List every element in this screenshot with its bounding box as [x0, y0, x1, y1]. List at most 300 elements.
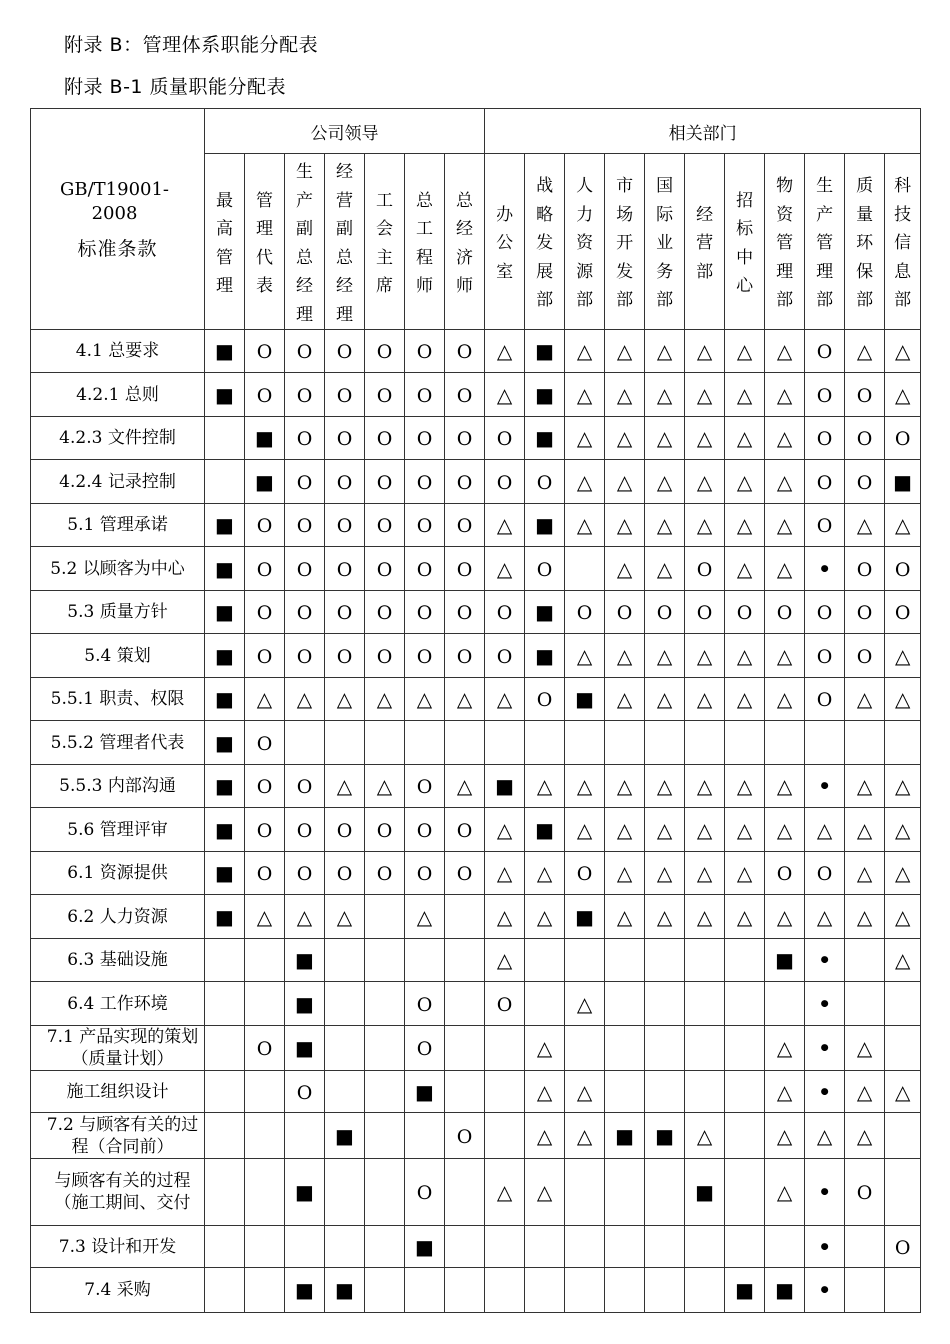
auxiliary-responsibility-mark: △	[776, 643, 793, 668]
allocation-cell	[885, 1159, 921, 1226]
auxiliary-responsibility-mark: △	[536, 1180, 553, 1204]
allocation-cell	[525, 852, 565, 895]
allocation-cell	[405, 1159, 445, 1226]
allocation-cell	[365, 1026, 405, 1071]
allocation-cell	[365, 591, 405, 634]
clause-label: 4.2.3 文件控制	[31, 417, 205, 460]
related-responsibility-mark: O	[336, 645, 353, 668]
primary-responsibility-mark: ■	[215, 687, 234, 711]
auxiliary-responsibility-mark: △	[736, 513, 753, 537]
allocation-cell	[405, 765, 445, 808]
allocation-cell	[205, 460, 245, 504]
allocation-cell	[205, 939, 245, 982]
related-responsibility-mark: O	[656, 602, 673, 624]
auxiliary-responsibility-mark: △	[576, 382, 593, 407]
allocation-cell	[725, 417, 765, 460]
allocation-cell	[885, 939, 921, 982]
related-responsibility-mark: O	[296, 602, 313, 624]
primary-responsibility-mark: ■	[615, 1123, 635, 1148]
primary-responsibility-mark: ■	[215, 904, 234, 929]
related-responsibility-mark: O	[376, 428, 393, 450]
allocation-cell	[285, 460, 325, 504]
related-responsibility-mark: O	[856, 602, 873, 624]
related-responsibility-mark: O	[894, 1236, 911, 1259]
allocation-cell	[885, 765, 921, 808]
allocation-cell	[325, 852, 365, 895]
allocation-cell	[245, 460, 285, 504]
allocation-cell	[565, 460, 605, 504]
allocation-cell	[685, 1226, 725, 1268]
allocation-cell	[365, 330, 405, 373]
allocation-cell	[765, 591, 805, 634]
allocation-cell	[365, 982, 405, 1026]
allocation-cell	[325, 721, 365, 765]
auxiliary-responsibility-mark: △	[656, 339, 673, 363]
allocation-cell	[805, 982, 845, 1026]
allocation-cell	[605, 460, 645, 504]
primary-responsibility-mark: ■	[215, 382, 234, 407]
allocation-cell	[285, 634, 325, 678]
allocation-cell	[765, 852, 805, 895]
auxiliary-responsibility-mark: △	[816, 1123, 833, 1148]
allocation-cell	[565, 547, 605, 591]
allocation-cell	[605, 504, 645, 547]
primary-responsibility-mark: ■	[535, 426, 555, 450]
auxiliary-responsibility-mark: △	[736, 556, 753, 581]
auxiliary-responsibility-mark: △	[856, 904, 873, 929]
allocation-cell	[685, 1268, 725, 1313]
related-responsibility-mark: O	[416, 471, 433, 494]
primary-responsibility-mark: ■	[655, 1123, 675, 1148]
allocation-cell	[485, 504, 525, 547]
primary-responsibility-mark: ■	[215, 861, 234, 885]
allocation-cell	[605, 1159, 645, 1226]
related-responsibility-mark: O	[856, 384, 873, 407]
related-responsibility-mark: O	[256, 1038, 273, 1060]
minor-responsibility-mark: •	[818, 774, 831, 798]
related-responsibility-mark: O	[456, 558, 473, 581]
auxiliary-responsibility-mark: △	[656, 513, 673, 537]
allocation-cell	[685, 678, 725, 721]
primary-responsibility-mark: ■	[535, 382, 555, 407]
allocation-cell	[845, 765, 885, 808]
clause-label: 5.3 质量方针	[31, 591, 205, 634]
related-responsibility-mark: O	[696, 558, 713, 581]
auxiliary-responsibility-mark: △	[656, 861, 673, 885]
column-header	[645, 154, 685, 330]
allocation-cell	[365, 634, 405, 678]
allocation-cell	[325, 1071, 365, 1113]
allocation-cell	[485, 808, 525, 852]
allocation-cell	[285, 895, 325, 939]
allocation-cell	[525, 939, 565, 982]
allocation-cell	[245, 721, 285, 765]
auxiliary-responsibility-mark: △	[776, 1036, 793, 1060]
column-header-label: 战略发展部	[536, 176, 554, 311]
allocation-cell	[605, 765, 645, 808]
table-row	[31, 895, 921, 939]
auxiliary-responsibility-mark: △	[736, 426, 753, 450]
auxiliary-responsibility-mark: △	[616, 904, 633, 929]
allocation-cell	[445, 1071, 485, 1113]
allocation-cell	[245, 1226, 285, 1268]
allocation-cell	[765, 721, 805, 765]
allocation-cell	[725, 591, 765, 634]
allocation-cell	[205, 721, 245, 765]
allocation-cell	[445, 417, 485, 460]
auxiliary-responsibility-mark: △	[616, 687, 633, 711]
related-responsibility-mark: O	[456, 384, 473, 407]
auxiliary-responsibility-mark: △	[496, 556, 513, 581]
related-responsibility-mark: O	[336, 428, 353, 450]
allocation-cell	[285, 330, 325, 373]
auxiliary-responsibility-mark: △	[736, 817, 753, 842]
auxiliary-responsibility-mark: △	[696, 469, 713, 494]
related-responsibility-mark: O	[416, 384, 433, 407]
auxiliary-responsibility-mark: △	[776, 556, 793, 581]
auxiliary-responsibility-mark: △	[736, 687, 753, 711]
auxiliary-responsibility-mark: △	[336, 687, 353, 711]
allocation-cell	[725, 1226, 765, 1268]
related-responsibility-mark: O	[336, 819, 353, 842]
allocation-cell	[685, 330, 725, 373]
allocation-cell	[485, 852, 525, 895]
allocation-cell	[885, 1071, 921, 1113]
allocation-cell	[885, 547, 921, 591]
allocation-cell	[685, 547, 725, 591]
allocation-cell	[285, 591, 325, 634]
allocation-cell	[845, 852, 885, 895]
allocation-cell	[205, 895, 245, 939]
related-responsibility-mark: O	[416, 602, 433, 624]
allocation-cell	[605, 417, 645, 460]
auxiliary-responsibility-mark: △	[616, 382, 633, 407]
allocation-cell	[565, 1071, 605, 1113]
clause-label: 与顾客有关的过程（施工期间、交付	[31, 1159, 205, 1226]
allocation-cell	[365, 1268, 405, 1313]
allocation-cell	[205, 504, 245, 547]
related-responsibility-mark: O	[296, 776, 313, 798]
allocation-cell	[885, 1268, 921, 1313]
auxiliary-responsibility-mark: △	[894, 861, 911, 885]
primary-responsibility-mark: ■	[215, 730, 234, 755]
auxiliary-responsibility-mark: △	[856, 1036, 873, 1060]
allocation-cell	[485, 982, 525, 1026]
related-responsibility-mark: O	[416, 1182, 433, 1204]
allocation-cell	[565, 852, 605, 895]
auxiliary-responsibility-mark: △	[816, 904, 833, 929]
allocation-cell	[525, 634, 565, 678]
clause-label: 施工组织设计	[31, 1071, 205, 1113]
allocation-cell	[445, 852, 485, 895]
clause-label: 5.5.2 管理者代表	[31, 721, 205, 765]
allocation-cell	[685, 634, 725, 678]
related-responsibility-mark: O	[456, 819, 473, 842]
column-header	[765, 154, 805, 330]
allocation-cell	[725, 1071, 765, 1113]
related-responsibility-mark: O	[816, 341, 833, 363]
allocation-cell	[845, 1026, 885, 1071]
allocation-cell	[685, 895, 725, 939]
allocation-cell	[565, 634, 605, 678]
allocation-cell	[845, 808, 885, 852]
allocation-cell	[205, 591, 245, 634]
related-responsibility-mark: O	[376, 515, 393, 537]
related-responsibility-mark: O	[256, 732, 273, 755]
related-responsibility-mark: O	[576, 863, 593, 885]
related-responsibility-mark: O	[816, 863, 833, 885]
allocation-cell	[485, 634, 525, 678]
table-row	[31, 1113, 921, 1159]
related-responsibility-mark: O	[296, 515, 313, 537]
table-row	[31, 634, 921, 678]
primary-responsibility-mark: ■	[535, 339, 555, 363]
allocation-cell	[525, 678, 565, 721]
allocation-cell	[645, 1113, 685, 1159]
allocation-cell	[805, 939, 845, 982]
allocation-cell	[285, 1113, 325, 1159]
allocation-cell	[765, 504, 805, 547]
allocation-cell	[685, 1071, 725, 1113]
allocation-cell	[645, 591, 685, 634]
allocation-cell	[605, 1026, 645, 1071]
auxiliary-responsibility-mark: △	[296, 687, 313, 711]
allocation-cell	[445, 895, 485, 939]
appendix-subtitle: 附录 B-1 质量职能分配表	[64, 76, 287, 98]
auxiliary-responsibility-mark: △	[576, 513, 593, 537]
auxiliary-responsibility-mark: △	[616, 556, 633, 581]
clause-label: 5.1 管理承诺	[31, 504, 205, 547]
allocation-cell	[885, 852, 921, 895]
allocation-cell	[365, 1071, 405, 1113]
allocation-cell	[485, 895, 525, 939]
clause-label: 5.5.3 内部沟通	[31, 765, 205, 808]
auxiliary-responsibility-mark: △	[616, 817, 633, 842]
allocation-cell	[605, 982, 645, 1026]
allocation-cell	[845, 721, 885, 765]
auxiliary-responsibility-mark: △	[696, 861, 713, 885]
allocation-cell	[245, 1071, 285, 1113]
allocation-cell	[325, 1226, 365, 1268]
allocation-cell	[445, 1026, 485, 1071]
table-row	[31, 1268, 921, 1313]
allocation-cell	[405, 939, 445, 982]
related-responsibility-mark: O	[376, 645, 393, 668]
auxiliary-responsibility-mark: △	[376, 687, 393, 711]
allocation-cell	[205, 808, 245, 852]
allocation-cell	[205, 330, 245, 373]
allocation-cell	[405, 547, 445, 591]
column-header	[485, 154, 525, 330]
primary-responsibility-mark: ■	[295, 991, 314, 1016]
column-header	[605, 154, 645, 330]
allocation-cell	[565, 808, 605, 852]
allocation-cell	[205, 852, 245, 895]
allocation-cell	[445, 765, 485, 808]
allocation-cell	[365, 765, 405, 808]
allocation-cell	[725, 504, 765, 547]
column-header	[245, 154, 285, 330]
primary-responsibility-mark: ■	[535, 817, 555, 842]
allocation-cell	[685, 460, 725, 504]
allocation-cell	[605, 808, 645, 852]
allocation-cell	[765, 765, 805, 808]
allocation-cell	[885, 330, 921, 373]
allocation-cell	[565, 1026, 605, 1071]
auxiliary-responsibility-mark: △	[736, 643, 753, 668]
auxiliary-responsibility-mark: △	[696, 513, 713, 537]
allocation-cell	[685, 852, 725, 895]
allocation-cell	[845, 678, 885, 721]
auxiliary-responsibility-mark: △	[894, 817, 911, 842]
allocation-cell	[365, 895, 405, 939]
allocation-cell	[365, 1159, 405, 1226]
allocation-cell	[205, 1026, 245, 1071]
auxiliary-responsibility-mark: △	[496, 904, 513, 929]
related-responsibility-mark: O	[816, 515, 833, 537]
allocation-cell	[565, 330, 605, 373]
primary-responsibility-mark: ■	[335, 1278, 354, 1302]
auxiliary-responsibility-mark: △	[576, 817, 593, 842]
allocation-cell	[725, 373, 765, 417]
auxiliary-responsibility-mark: △	[656, 774, 673, 798]
allocation-cell	[565, 765, 605, 808]
allocation-cell	[405, 1026, 445, 1071]
table-row	[31, 939, 921, 982]
allocation-cell	[365, 852, 405, 895]
related-responsibility-mark: O	[296, 341, 313, 363]
allocation-cell	[285, 504, 325, 547]
auxiliary-responsibility-mark: △	[856, 774, 873, 798]
allocation-cell	[525, 1071, 565, 1113]
allocation-cell	[325, 547, 365, 591]
allocation-cell	[805, 1268, 845, 1313]
allocation-cell	[645, 1071, 685, 1113]
clause-label: 7.2 与顾客有关的过程（合同前）	[31, 1113, 205, 1159]
standard-code: GB/T19001-2008	[59, 178, 170, 224]
allocation-cell	[285, 808, 325, 852]
allocation-cell	[445, 330, 485, 373]
related-responsibility-mark: O	[376, 471, 393, 494]
column-header-label: 总工程师	[416, 190, 433, 296]
related-responsibility-mark: O	[256, 341, 273, 363]
allocation-cell	[845, 330, 885, 373]
allocation-cell	[325, 634, 365, 678]
auxiliary-responsibility-mark: △	[336, 774, 353, 798]
related-responsibility-mark: O	[496, 993, 513, 1016]
related-responsibility-mark: O	[456, 428, 473, 450]
auxiliary-responsibility-mark: △	[656, 469, 673, 494]
allocation-cell	[285, 1071, 325, 1113]
allocation-cell	[445, 939, 485, 982]
allocation-cell	[525, 504, 565, 547]
allocation-cell	[485, 1159, 525, 1226]
allocation-cell	[485, 373, 525, 417]
allocation-cell	[845, 1159, 885, 1226]
clause-label: 5.6 管理评审	[31, 808, 205, 852]
allocation-cell	[565, 721, 605, 765]
clause-label: 6.4 工作环境	[31, 982, 205, 1026]
auxiliary-responsibility-mark: △	[416, 904, 433, 929]
allocation-cell	[245, 982, 285, 1026]
auxiliary-responsibility-mark: △	[256, 687, 273, 711]
allocation-cell	[245, 634, 285, 678]
auxiliary-responsibility-mark: △	[656, 643, 673, 668]
allocation-cell	[885, 1026, 921, 1071]
allocation-cell	[805, 460, 845, 504]
allocation-cell	[485, 460, 525, 504]
allocation-cell	[885, 417, 921, 460]
allocation-cell	[405, 591, 445, 634]
allocation-cell	[645, 1026, 685, 1071]
allocation-cell	[765, 547, 805, 591]
related-responsibility-mark: O	[256, 776, 273, 798]
appendix-title: 附录 B：管理体系职能分配表	[64, 34, 319, 56]
allocation-cell	[725, 1113, 765, 1159]
related-responsibility-mark: O	[496, 428, 513, 450]
primary-responsibility-mark: ■	[295, 1278, 314, 1302]
column-header-label: 经营部	[696, 204, 714, 282]
related-responsibility-mark: O	[256, 602, 273, 624]
table-row	[31, 808, 921, 852]
related-responsibility-mark: O	[496, 645, 513, 668]
allocation-cell	[325, 678, 365, 721]
primary-responsibility-mark: ■	[695, 1180, 715, 1204]
primary-responsibility-mark: ■	[495, 774, 515, 798]
allocation-cell	[645, 939, 685, 982]
clause-label: 7.3 设计和开发	[31, 1226, 205, 1268]
allocation-cell	[445, 678, 485, 721]
primary-responsibility-mark: ■	[535, 600, 555, 624]
auxiliary-responsibility-mark: △	[776, 904, 793, 929]
related-responsibility-mark: O	[336, 515, 353, 537]
allocation-cell	[765, 1159, 805, 1226]
allocation-cell	[885, 591, 921, 634]
allocation-cell	[285, 852, 325, 895]
column-header-label: 管理 代表	[256, 190, 279, 296]
allocation-cell	[445, 1268, 485, 1313]
primary-responsibility-mark: ■	[215, 817, 234, 842]
column-header	[805, 154, 845, 330]
allocation-cell	[525, 721, 565, 765]
allocation-cell	[405, 678, 445, 721]
allocation-cell	[605, 547, 645, 591]
allocation-cell	[565, 373, 605, 417]
related-responsibility-mark: O	[336, 558, 353, 581]
allocation-cell	[685, 1026, 725, 1071]
auxiliary-responsibility-mark: △	[776, 817, 793, 842]
auxiliary-responsibility-mark: △	[894, 643, 911, 668]
auxiliary-responsibility-mark: △	[576, 991, 593, 1016]
auxiliary-responsibility-mark: △	[656, 817, 673, 842]
auxiliary-responsibility-mark: △	[536, 904, 553, 929]
allocation-cell	[445, 1226, 485, 1268]
clause-label: 7.4 采购	[31, 1268, 205, 1313]
auxiliary-responsibility-mark: △	[496, 861, 513, 885]
minor-responsibility-mark: •	[818, 1278, 831, 1302]
allocation-cell	[245, 808, 285, 852]
primary-responsibility-mark: ■	[215, 339, 234, 363]
auxiliary-responsibility-mark: △	[856, 1079, 873, 1104]
allocation-cell	[285, 1026, 325, 1071]
clause-label: 5.2 以顾客为中心	[31, 547, 205, 591]
allocation-cell	[765, 982, 805, 1026]
table-row	[31, 765, 921, 808]
allocation-cell	[245, 1026, 285, 1071]
allocation-cell	[605, 1071, 645, 1113]
auxiliary-responsibility-mark: △	[894, 1079, 911, 1104]
auxiliary-responsibility-mark: △	[696, 1123, 713, 1148]
